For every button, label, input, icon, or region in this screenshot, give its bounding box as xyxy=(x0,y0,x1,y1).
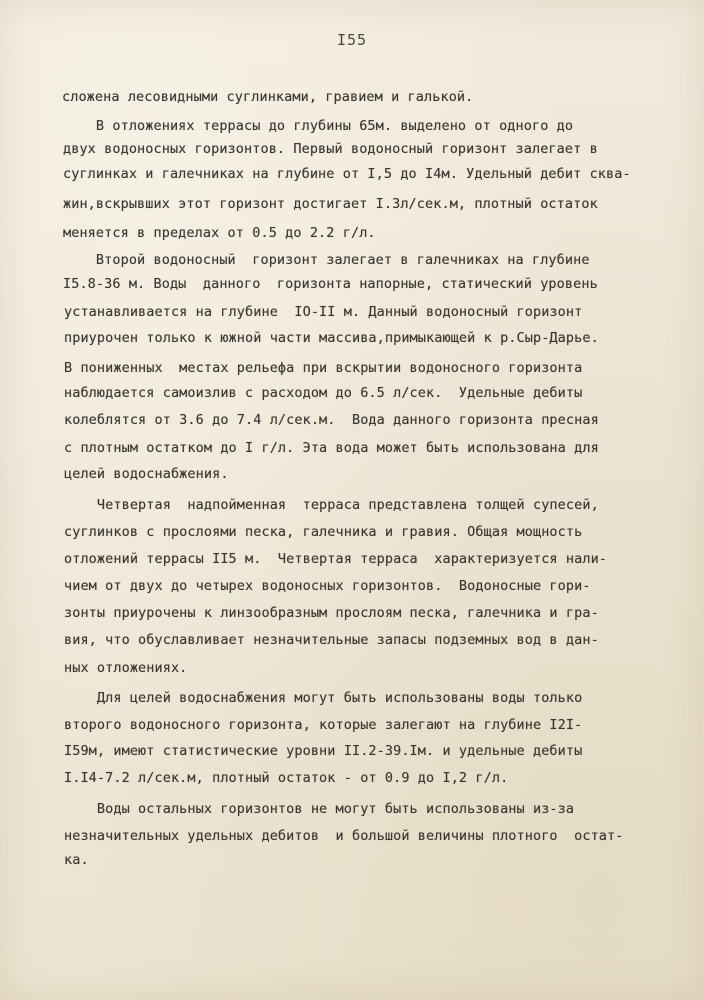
text-line: суглинках и галечниках на глубине от I,5 до I4м. Удельный дебит сква- xyxy=(63,166,631,182)
text-line: сложена лесовидными суглинками, гравием и галькой. xyxy=(62,89,474,105)
text-line: В пониженных местах рельефа при вскрытии водоносного горизонта xyxy=(64,360,583,376)
text-line: I.I4-7.2 л/сек.м, плотный остаток - от 0.9 до I,2 г/л. xyxy=(64,770,509,786)
text-line: колеблятся от 3.6 до 7.4 л/сек.м. Вода данного горизонта пресная xyxy=(64,412,599,428)
text-line: чием от двух до четырех водоносных горизонтов. Водоносные гори- xyxy=(64,578,591,594)
text-line: второго водоносного горизонта, которые залегают на глубине I2I- xyxy=(64,717,583,733)
text-line: суглинков с прослоями песка, галечника и гравия. Общая мощность xyxy=(64,524,583,540)
text-line: Воды остальных горизонтов не могут быть использованы из-за xyxy=(64,801,575,817)
text-line: целей водоснабжения. xyxy=(64,466,229,482)
text-line: Четвертая надпойменная терраса представлена толщей супесей, xyxy=(64,497,599,513)
text-line: жин,вскрывших этот горизонт достигает I.3л/сек.м, плотный остаток xyxy=(63,196,598,212)
text-line: наблюдается самоизлив с расходом до 6.5 л/сек. Удельные дебиты xyxy=(64,385,583,401)
text-line: с плотным остатком до I г/л. Эта вода может быть использована для xyxy=(64,440,599,456)
text-line: приурочен только к южной части массива,примыкающей к р.Сыр-Дарье. xyxy=(64,330,599,346)
text-line: I5.8-36 м. Воды данного горизонта напорные, статический уровень xyxy=(63,276,598,292)
text-line: зонты приурочены к линзообразным прослоям песка, галечника и гра- xyxy=(64,605,599,621)
text-line: вия, что обуславливает незначительные запасы подземных вод в дан- xyxy=(64,632,599,648)
text-line: устанавливается на глубине IO-II м. Данный водоносный горизонт xyxy=(64,304,583,320)
text-line: I59м, имеют статистические уровни II.2-39.Iм. и удельные дебиты xyxy=(64,743,583,759)
text-line: ка. xyxy=(64,852,89,868)
text-line: отложений террасы II5 м. Четвертая терраса характеризуется нали- xyxy=(64,551,608,567)
text-line: ных отложениях. xyxy=(64,660,188,676)
text-line: меняется в пределах от 0.5 до 2.2 г/л. xyxy=(63,225,376,241)
text-line: В отложениях террасы до глубины 65м. выделено от одного до xyxy=(63,118,574,134)
text-line: Для целей водоснабжения могут быть использованы воды только xyxy=(64,690,583,706)
page-number: I55 xyxy=(336,31,368,49)
text-line: незначительных удельных дебитов и большой величины плотного остат- xyxy=(64,828,624,844)
text-line: Второй водоносный горизонт залегает в галечниках на глубине xyxy=(63,252,590,268)
text-line: двух водоносных горизонтов. Первый водоносный горизонт залегает в xyxy=(63,141,598,157)
